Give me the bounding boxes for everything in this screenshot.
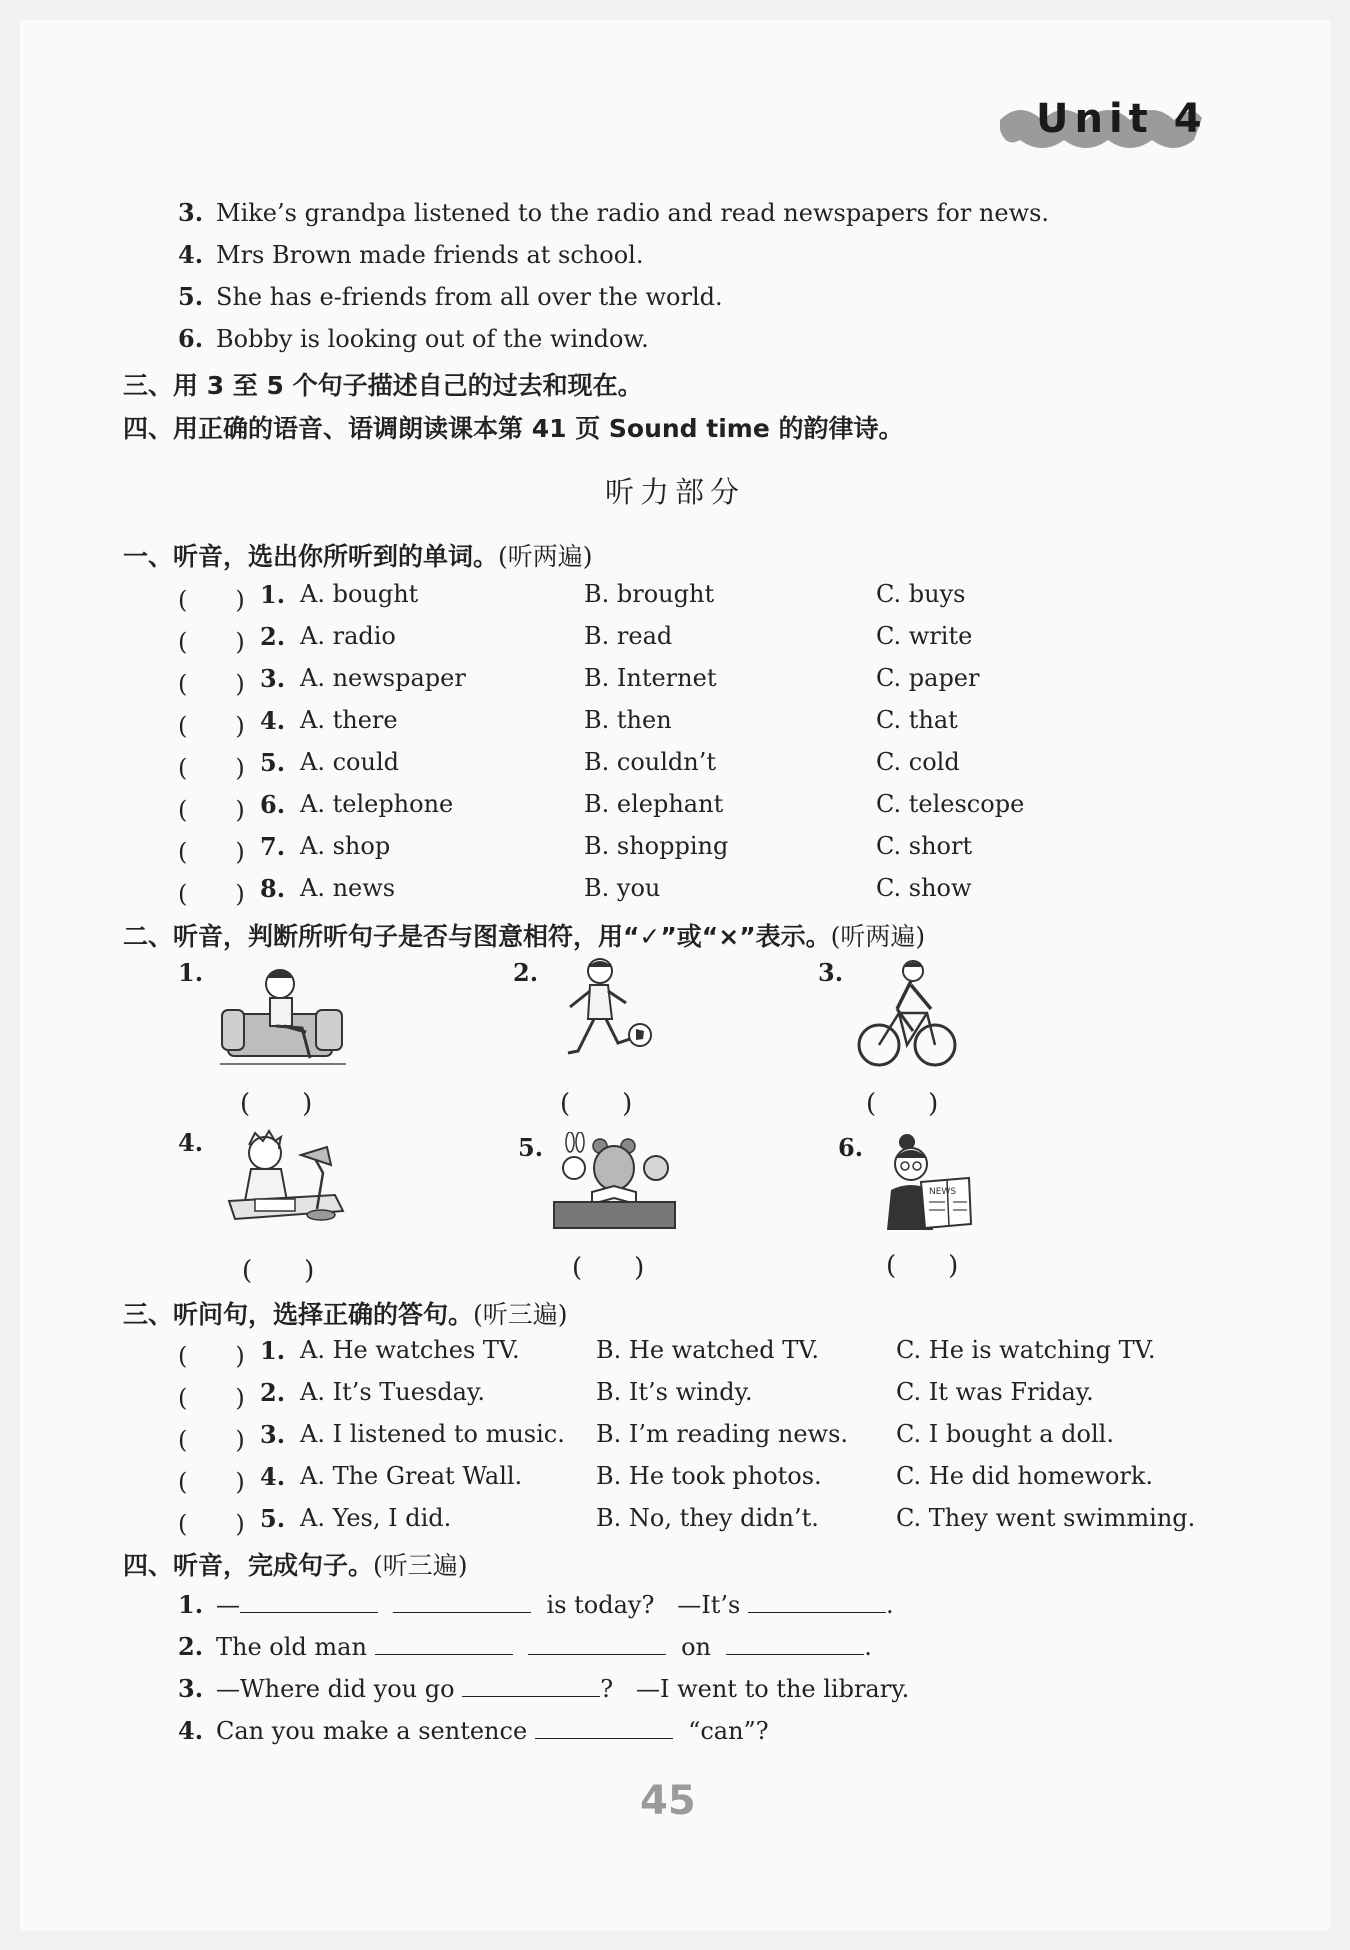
- option-a: A. He watches TV.: [300, 1336, 520, 1364]
- man-riding-bike-picture: [855, 955, 960, 1073]
- woman-reading-newspaper-picture: [875, 1132, 975, 1232]
- picture-number: 6.: [838, 1133, 864, 1162]
- option-c: C. buys: [876, 580, 966, 608]
- option-b: B. then: [584, 706, 672, 734]
- option-a: A. there: [300, 706, 398, 734]
- option-c: C. write: [876, 622, 973, 650]
- answer-bracket[interactable]: ( ): [572, 1253, 645, 1283]
- answer-blank[interactable]: [528, 1630, 666, 1655]
- option-b: B. you: [584, 874, 661, 902]
- answer-blank[interactable]: [393, 1588, 531, 1613]
- option-b: B. It’s windy.: [596, 1378, 753, 1406]
- option-c: C. He is watching TV.: [896, 1336, 1156, 1364]
- option-c: C. show: [876, 874, 972, 902]
- option-a: A. bought: [300, 580, 419, 608]
- newspaper-text: NEWS: [929, 1187, 957, 1197]
- option-b: B. couldn’t: [584, 748, 717, 776]
- option-a: A. It’s Tuesday.: [300, 1378, 485, 1406]
- answer-bracket[interactable]: ( ): [886, 1251, 959, 1281]
- answer-bracket[interactable]: ( ): [178, 754, 245, 782]
- boy-playing-football-picture: [548, 955, 658, 1070]
- listening-section-title: 听力部分: [604, 475, 745, 509]
- answer-blank[interactable]: [462, 1672, 600, 1697]
- animals-reading-book-picture: [552, 1132, 677, 1232]
- answer-blank[interactable]: [535, 1714, 673, 1739]
- option-b: B. shopping: [584, 832, 729, 860]
- part-2-heading: 二、听音，判断所听句子是否与图意相符，用“✓”或“×”表示。(听两遍): [123, 922, 926, 951]
- answer-blank[interactable]: [375, 1630, 513, 1655]
- option-a: A. Yes, I did.: [300, 1504, 452, 1532]
- option-b: B. No, they didn’t.: [596, 1504, 819, 1532]
- answer-bracket[interactable]: ( ): [178, 838, 245, 866]
- option-b: B. elephant: [584, 790, 724, 818]
- picture-number: 3.: [818, 958, 844, 987]
- answer-bracket[interactable]: ( ): [178, 628, 245, 656]
- part-4-heading: 四、听音，完成句子。(听三遍): [123, 1551, 468, 1580]
- answer-bracket[interactable]: ( ): [242, 1256, 315, 1286]
- answer-bracket[interactable]: ( ): [178, 670, 245, 698]
- option-a: A. I listened to music.: [300, 1420, 565, 1448]
- option-b: B. brought: [584, 580, 715, 608]
- boy-studying-at-desk-picture: [215, 1125, 355, 1237]
- part-1-heading: 一、听音，选出你所听到的单词。(听两遍): [123, 542, 593, 571]
- answer-bracket[interactable]: ( ): [178, 1510, 245, 1538]
- option-b: B. I’m reading news.: [596, 1420, 849, 1448]
- boy-on-sofa-picture: [218, 962, 348, 1072]
- part-3-heading: 三、听问句，选择正确的答句。(听三遍): [123, 1300, 568, 1329]
- unit-title: Unit 4: [1036, 96, 1208, 142]
- answer-bracket[interactable]: ( ): [240, 1089, 313, 1119]
- option-c: C. paper: [876, 664, 980, 692]
- fill-in-sentence: 4. Can you make a sentence “can”?: [178, 1716, 769, 1745]
- picture-number: 5.: [518, 1133, 544, 1162]
- option-c: C. I bought a doll.: [896, 1420, 1114, 1448]
- option-a: A. news: [300, 874, 396, 902]
- answer-bracket[interactable]: ( ): [178, 1468, 245, 1496]
- answer-bracket[interactable]: ( ): [178, 880, 245, 908]
- answer-blank[interactable]: [748, 1588, 886, 1613]
- answer-bracket[interactable]: ( ): [178, 712, 245, 740]
- task-3-heading: 三、用 3 至 5 个句子描述自己的过去和现在。: [123, 371, 643, 400]
- reading-item: 5. She has e-friends from all over the world.: [178, 282, 723, 311]
- option-c: C. that: [876, 706, 958, 734]
- task-4-heading: 四、用正确的语音、语调朗读课本第 41 页 Sound time 的韵律诗。: [123, 414, 904, 443]
- option-a: A. radio: [300, 622, 396, 650]
- option-b: B. Internet: [584, 664, 717, 692]
- option-c: C. telescope: [876, 790, 1025, 818]
- answer-bracket[interactable]: ( ): [178, 796, 245, 824]
- option-b: B. read: [584, 622, 673, 650]
- option-b: B. He watched TV.: [596, 1336, 820, 1364]
- option-a: A. shop: [300, 832, 391, 860]
- option-c: C. cold: [876, 748, 960, 776]
- fill-in-sentence: 2. The old man on .: [178, 1632, 872, 1661]
- option-a: A. The Great Wall.: [300, 1462, 523, 1490]
- option-c: C. He did homework.: [896, 1462, 1154, 1490]
- page-number: 45: [640, 1778, 696, 1824]
- option-a: A. newspaper: [300, 664, 466, 692]
- picture-number: 1.: [178, 958, 204, 987]
- answer-bracket[interactable]: ( ): [560, 1089, 633, 1119]
- option-a: A. could: [300, 748, 399, 776]
- answer-bracket[interactable]: ( ): [866, 1089, 939, 1119]
- answer-blank[interactable]: [726, 1630, 864, 1655]
- picture-number: 4.: [178, 1128, 204, 1157]
- reading-item: 6. Bobby is looking out of the window.: [178, 324, 649, 353]
- reading-item: 3. Mike’s grandpa listened to the radio and read newspapers for news.: [178, 198, 1050, 227]
- answer-bracket[interactable]: ( ): [178, 586, 245, 614]
- reading-item: 4. Mrs Brown made friends at school.: [178, 240, 644, 269]
- fill-in-sentence: 3. —Where did you go ? —I went to the library.: [178, 1674, 910, 1703]
- option-a: A. telephone: [300, 790, 454, 818]
- picture-number: 2.: [513, 958, 539, 987]
- answer-bracket[interactable]: ( ): [178, 1342, 245, 1370]
- option-c: C. short: [876, 832, 973, 860]
- option-b: B. He took photos.: [596, 1462, 822, 1490]
- option-c: C. It was Friday.: [896, 1378, 1094, 1406]
- fill-in-sentence: 1. — is today? —It’s .: [178, 1590, 894, 1619]
- answer-bracket[interactable]: ( ): [178, 1426, 245, 1454]
- answer-bracket[interactable]: ( ): [178, 1384, 245, 1412]
- option-c: C. They went swimming.: [896, 1504, 1196, 1532]
- answer-blank[interactable]: [240, 1588, 378, 1613]
